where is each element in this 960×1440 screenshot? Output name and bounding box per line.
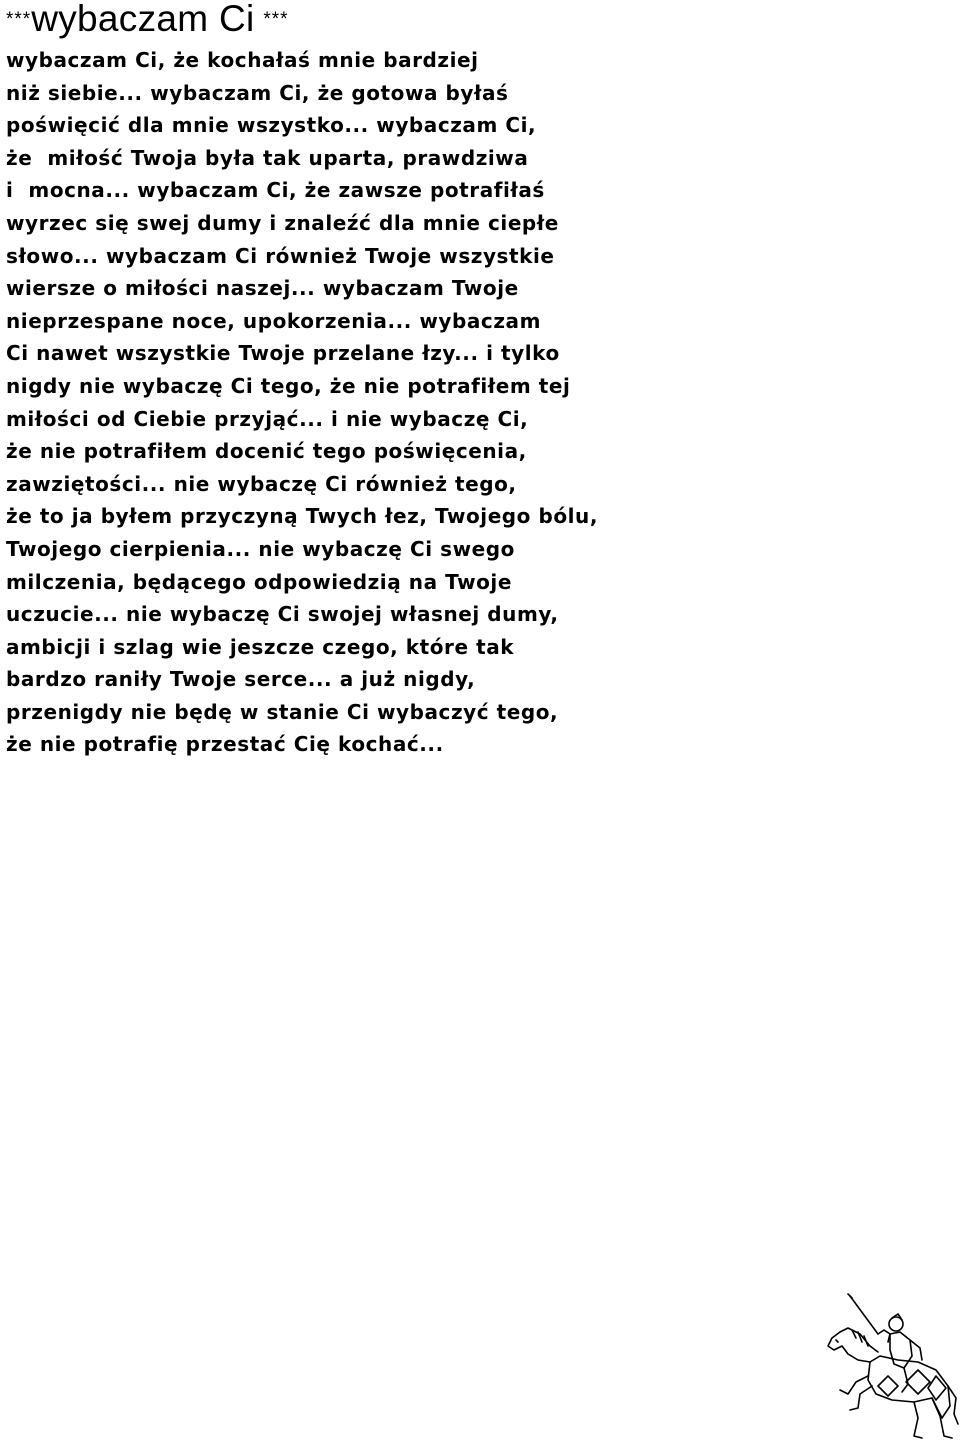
title-stars-right: *** bbox=[263, 9, 289, 30]
poem-line: wybaczam Ci, że kochałaś mnie bardziej bbox=[6, 48, 479, 72]
title-stars-left: *** bbox=[6, 9, 32, 30]
title-text: wybaczam Ci bbox=[31, 0, 255, 39]
poem-line: że nie potrafię przestać Cię kochać... bbox=[6, 732, 444, 757]
poem-line: miłości od Ciebie przyjąć... i nie wybaczę Ci, bbox=[6, 406, 529, 431]
poem-body bbox=[6, 44, 598, 761]
poem-line: zawziętości... nie wybaczę Ci również tego, bbox=[6, 471, 517, 496]
poem-line: bardzo raniły Twoje serce... a już nigdy, bbox=[6, 667, 476, 692]
poem-line: że miłość Twoja była tak uparta, prawdziwa bbox=[6, 145, 529, 170]
poem-title bbox=[6, 0, 289, 39]
poem-line: i mocna... wybaczam Ci, że zawsze potrafiłaś bbox=[6, 178, 545, 203]
poem-line: wiersze o miłości naszej... wybaczam Twoje bbox=[6, 276, 519, 301]
poem-line: Ci nawet wszystkie Twoje przelane łzy... i tylko bbox=[6, 341, 560, 366]
poem-line: wyrzec się swej dumy i znaleźć dla mnie ciepłe bbox=[6, 210, 559, 235]
poem-line: Twojego cierpienia... nie wybaczę Ci swego bbox=[6, 536, 515, 561]
poem-line: że to ja byłem przyczyną Twych łez, Twojego bólu, bbox=[6, 504, 598, 529]
poem-line: uczucie... nie wybaczę Ci swojej własnej dumy, bbox=[6, 602, 559, 627]
poem-line: poświęcić dla mnie wszystko... wybaczam Ci, bbox=[6, 113, 537, 138]
poem-line: niż siebie... wybaczam Ci, że gotowa byłaś bbox=[6, 80, 509, 105]
poem-line: ambicji i szlag wie jeszcze czego, które tak bbox=[6, 634, 515, 659]
poem-line: że nie potrafiłem docenić tego poświęcenia, bbox=[6, 439, 527, 464]
poem-line: przenigdy nie będę w stanie Ci wybaczyć tego, bbox=[6, 699, 559, 724]
poem-line: słowo... wybaczam Ci również Twoje wszystkie bbox=[6, 243, 555, 268]
poem-line: milczenia, będącego odpowiedzią na Twoje bbox=[6, 569, 512, 594]
poem-line: nigdy nie wybaczę Ci tego, że nie potrafiłem tej bbox=[6, 373, 571, 398]
poem-line: nieprzespane noce, upokorzenia... wybaczam bbox=[6, 308, 541, 333]
knight-on-horse-icon bbox=[818, 1290, 960, 1440]
